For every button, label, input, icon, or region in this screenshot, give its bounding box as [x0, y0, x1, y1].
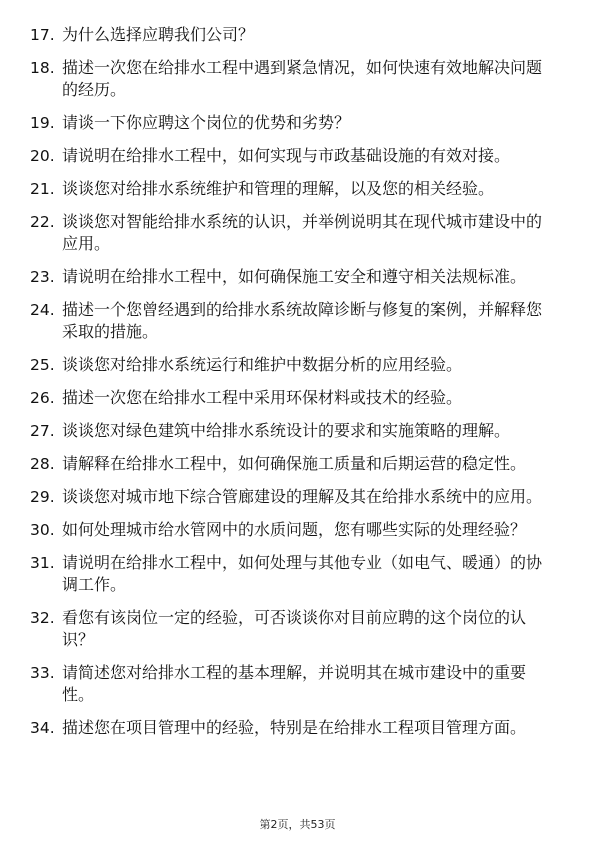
question-number: 33.: [30, 664, 55, 682]
question-item: [0, 420, 595, 442]
question-text: 谈谈您对给排水系统运行和维护中数据分析的应用经验。: [62, 355, 463, 374]
question-item: [0, 662, 595, 706]
question-number: 24.: [30, 301, 55, 319]
question-number: 26.: [30, 389, 55, 407]
question-number: 34.: [30, 719, 55, 737]
question-item: [0, 211, 595, 255]
question-number: 30.: [30, 521, 55, 539]
question-number: 18.: [30, 59, 55, 77]
question-item: [0, 24, 595, 46]
question-number: 20.: [30, 147, 55, 165]
question-text: 描述一个您曾经遇到的给排水系统故障诊断与修复的案例，并解释您采取的措施。: [62, 300, 543, 341]
question-text: 请说明在给排水工程中，如何确保施工安全和遵守相关法规标准。: [62, 267, 527, 286]
question-item: [0, 299, 595, 343]
question-text: 描述您在项目管理中的经验，特别是在给排水工程项目管理方面。: [62, 718, 527, 737]
question-text: 请解释在给排水工程中，如何确保施工质量和后期运营的稳定性。: [62, 454, 527, 473]
question-item: [0, 453, 595, 475]
question-number: 29.: [30, 488, 55, 506]
question-item: [0, 57, 595, 101]
question-number: 22.: [30, 213, 55, 231]
question-item: [0, 519, 595, 541]
question-text: 看您有该岗位一定的经验，可否谈谈你对目前应聘的这个岗位的认识？: [62, 608, 527, 649]
question-text: 请说明在给排水工程中，如何实现与市政基础设施的有效对接。: [62, 146, 511, 165]
question-text: 请简述您对给排水工程的基本理解，并说明其在城市建设中的重要性。: [62, 663, 527, 704]
question-list: [0, 24, 595, 750]
question-item: [0, 486, 595, 508]
question-item: [0, 354, 595, 376]
question-text: 谈谈您对智能给排水系统的认识，并举例说明其在现代城市建设中的应用。: [62, 212, 543, 253]
question-text: 描述一次您在给排水工程中采用环保材料或技术的经验。: [62, 388, 463, 407]
question-number: 32.: [30, 609, 55, 627]
page-number-label: 第2页，共53页: [259, 818, 336, 831]
question-number: 17.: [30, 26, 55, 44]
question-text: 请说明在给排水工程中，如何处理与其他专业（如电气、暖通）的协调工作。: [62, 553, 543, 594]
question-number: 19.: [30, 114, 55, 132]
question-text: 描述一次您在给排水工程中遇到紧急情况，如何快速有效地解决问题的经历。: [62, 58, 543, 99]
question-text: 谈谈您对城市地下综合管廊建设的理解及其在给排水系统中的应用。: [62, 487, 543, 506]
question-item: [0, 717, 595, 739]
question-text: 谈谈您对绿色建筑中给排水系统设计的要求和实施策略的理解。: [62, 421, 511, 440]
question-text: 如何处理城市给水管网中的水质问题，您有哪些实际的处理经验？: [62, 520, 527, 539]
question-item: [0, 607, 595, 651]
question-item: [0, 552, 595, 596]
question-text: 为什么选择应聘我们公司？: [62, 25, 255, 44]
question-number: 27.: [30, 422, 55, 440]
question-number: 31.: [30, 554, 55, 572]
question-number: 25.: [30, 356, 55, 374]
question-number: 21.: [30, 180, 55, 198]
question-text: 谈谈您对给排水系统维护和管理的理解，以及您的相关经验。: [62, 179, 495, 198]
question-text: 请谈一下你应聘这个岗位的优势和劣势？: [62, 113, 351, 132]
question-item: [0, 145, 595, 167]
question-number: 28.: [30, 455, 55, 473]
question-item: [0, 387, 595, 409]
question-item: [0, 178, 595, 200]
page-footer: [0, 818, 595, 832]
question-item: [0, 112, 595, 134]
question-number: 23.: [30, 268, 55, 286]
question-item: [0, 266, 595, 288]
